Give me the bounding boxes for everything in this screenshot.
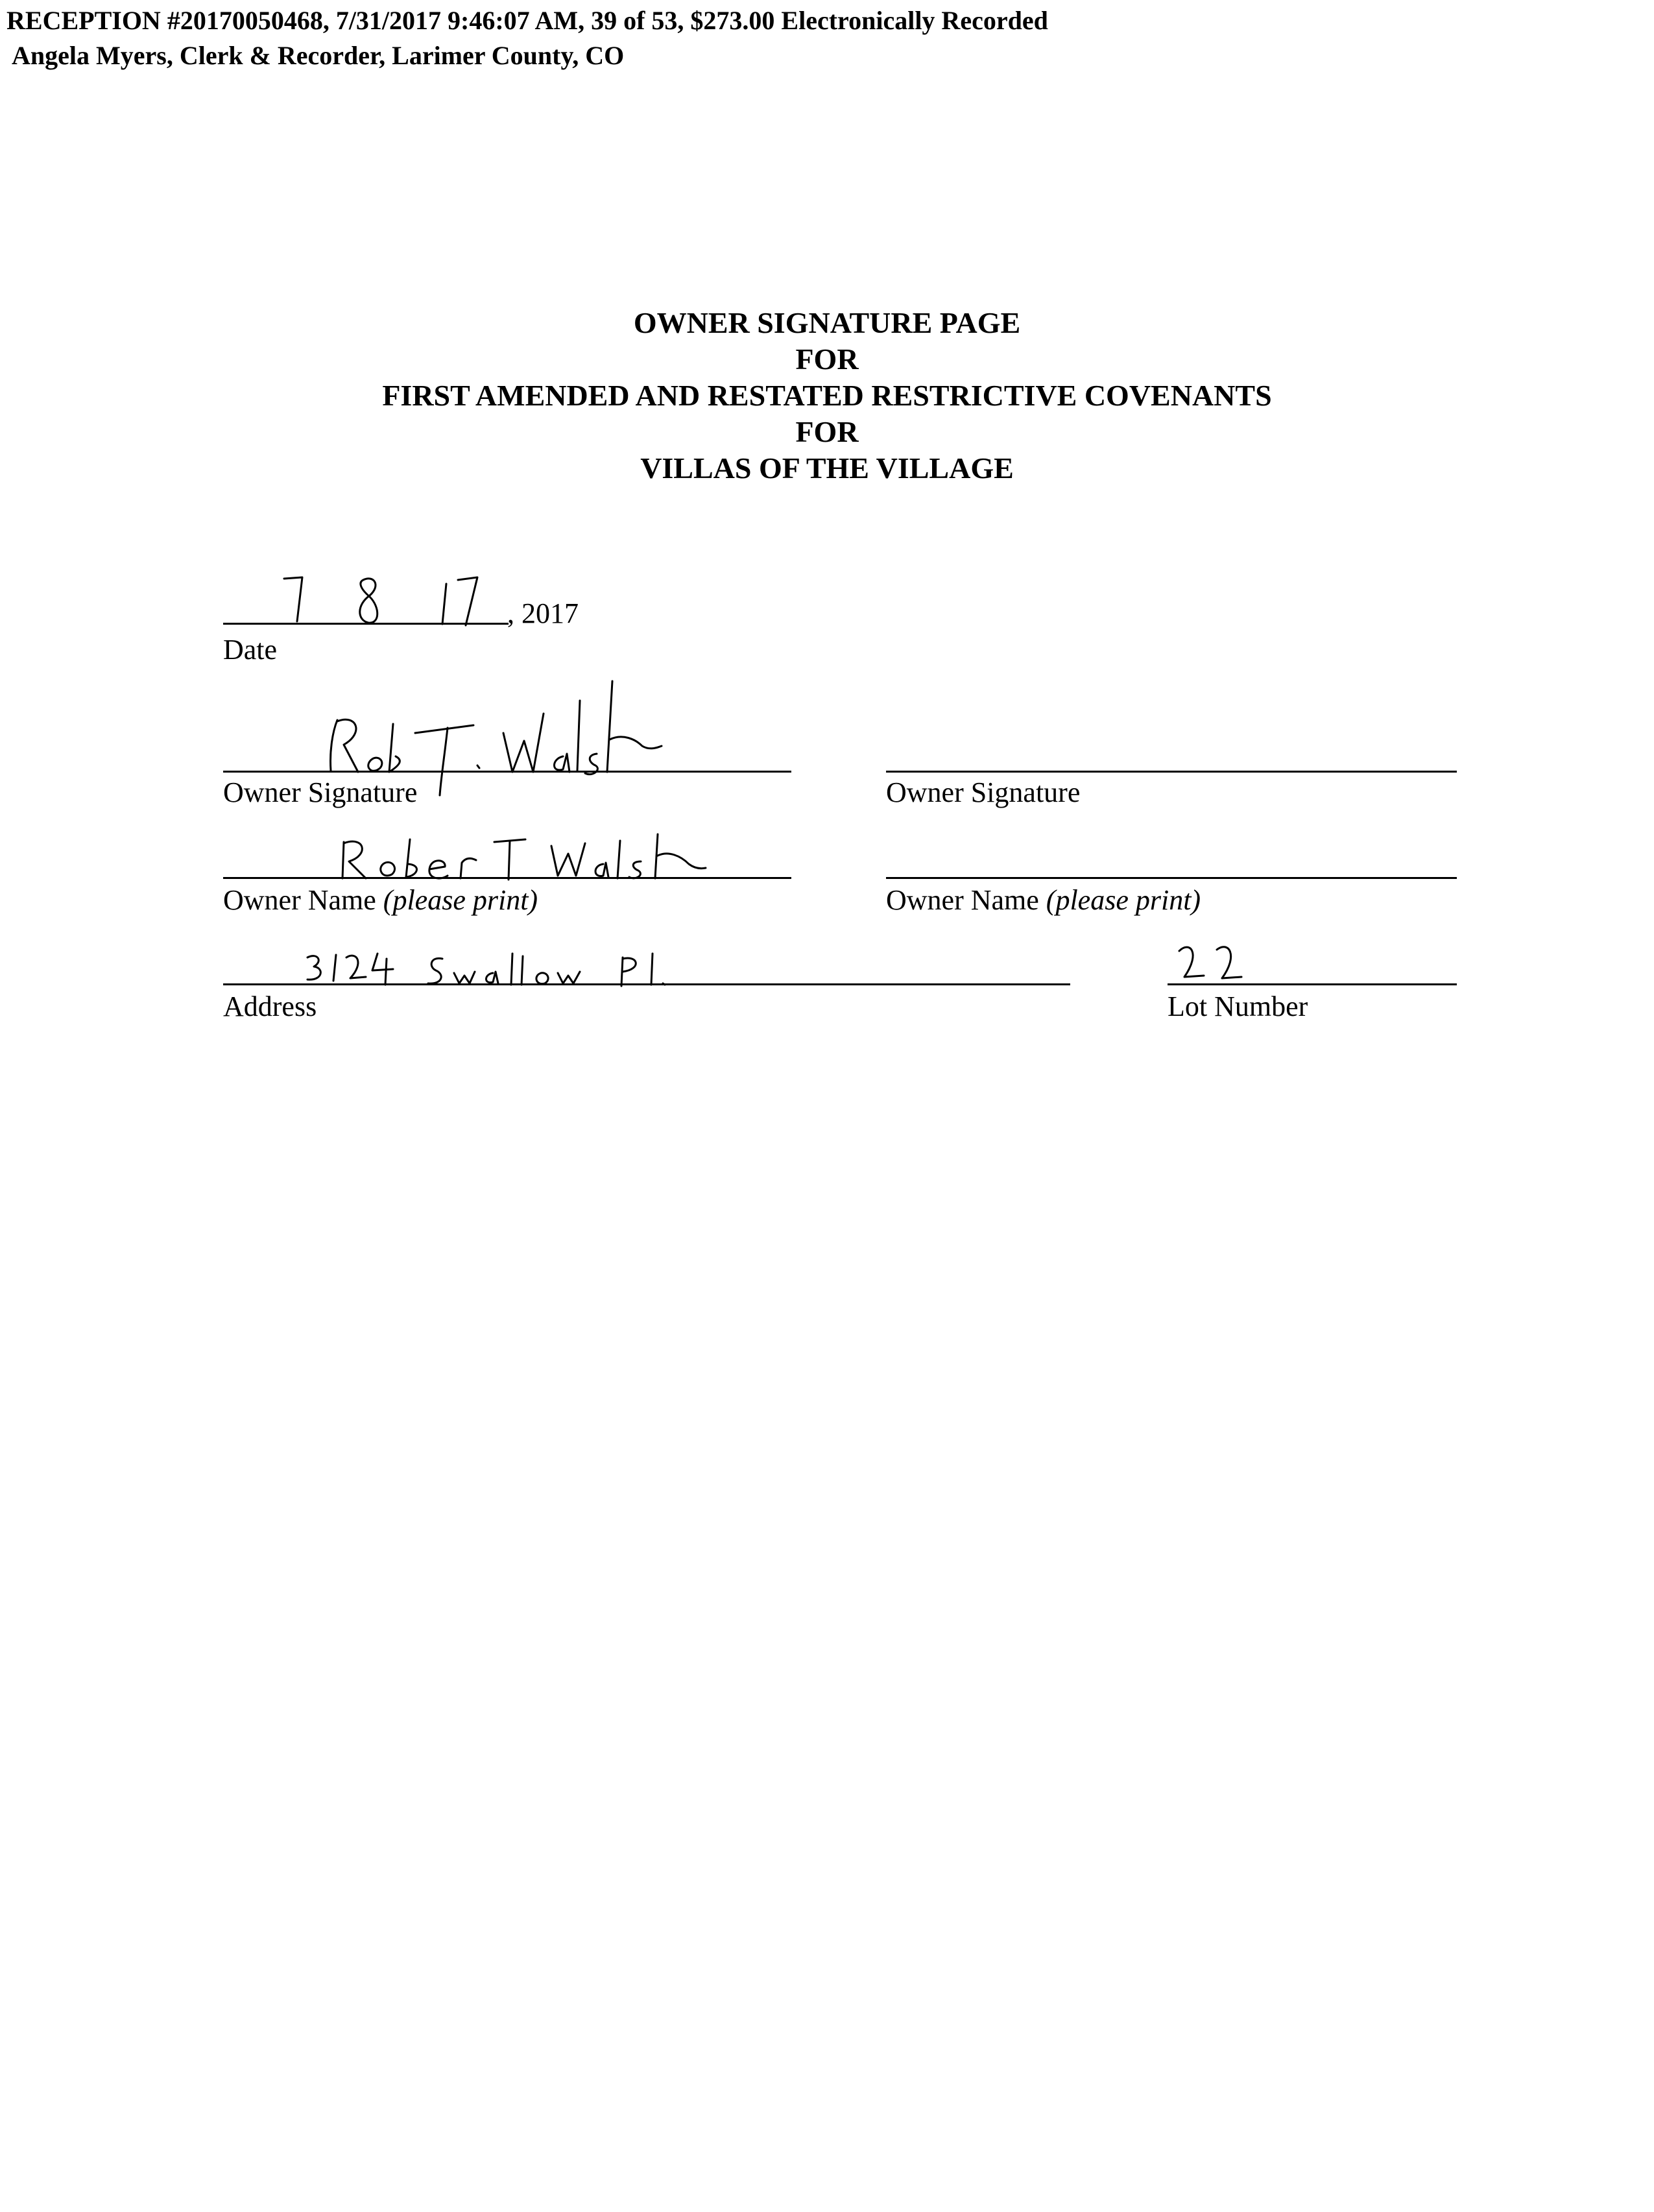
document-title	[0, 305, 1654, 487]
owner-signature-label-left: Owner Signature	[223, 776, 418, 808]
handwritten-lot-number	[1168, 938, 1284, 990]
handwritten-owner-name	[331, 830, 733, 882]
title-line-1: OWNER SIGNATURE PAGE	[633, 306, 1021, 339]
title-line-5: VILLAS OF THE VILLAGE	[640, 451, 1014, 485]
owner-name-line-left	[223, 877, 791, 879]
owner-signature-line-left	[223, 771, 791, 773]
address-line	[223, 983, 1070, 985]
owner-name-line-right	[886, 877, 1457, 879]
date-line	[223, 623, 509, 625]
title-line-4: FOR	[795, 415, 859, 448]
owner-name-text: Owner Name	[886, 884, 1039, 916]
lot-number-line	[1168, 983, 1457, 985]
title-line-2: FOR	[795, 343, 859, 376]
owner-name-text: Owner Name	[223, 884, 376, 916]
owner-name-label-right	[886, 886, 1201, 915]
owner-signature-line-right	[886, 771, 1457, 773]
address-label: Address	[223, 991, 317, 1022]
owner-signature-label-right: Owner Signature	[886, 776, 1081, 808]
owner-name-label-left	[223, 886, 538, 915]
title-line-3: FIRST AMENDED AND RESTATED RESTRICTIVE COVENANTS	[382, 379, 1272, 412]
date-year-suffix: , 2017	[507, 597, 579, 629]
handwritten-date	[259, 571, 519, 629]
please-print-hint: (please print)	[1046, 884, 1201, 916]
recording-stamp-line-1: RECEPTION #20170050468, 7/31/2017 9:46:07 AM, 39 of 53, $273.00 Electronically Recorded	[6, 6, 1048, 35]
handwritten-address	[298, 947, 726, 992]
date-label: Date	[223, 634, 278, 666]
lot-number-label: Lot Number	[1168, 991, 1308, 1022]
recording-stamp-line-2: Angela Myers, Clerk & Recorder, Larimer County, CO	[12, 41, 625, 70]
please-print-hint: (please print)	[383, 884, 538, 916]
